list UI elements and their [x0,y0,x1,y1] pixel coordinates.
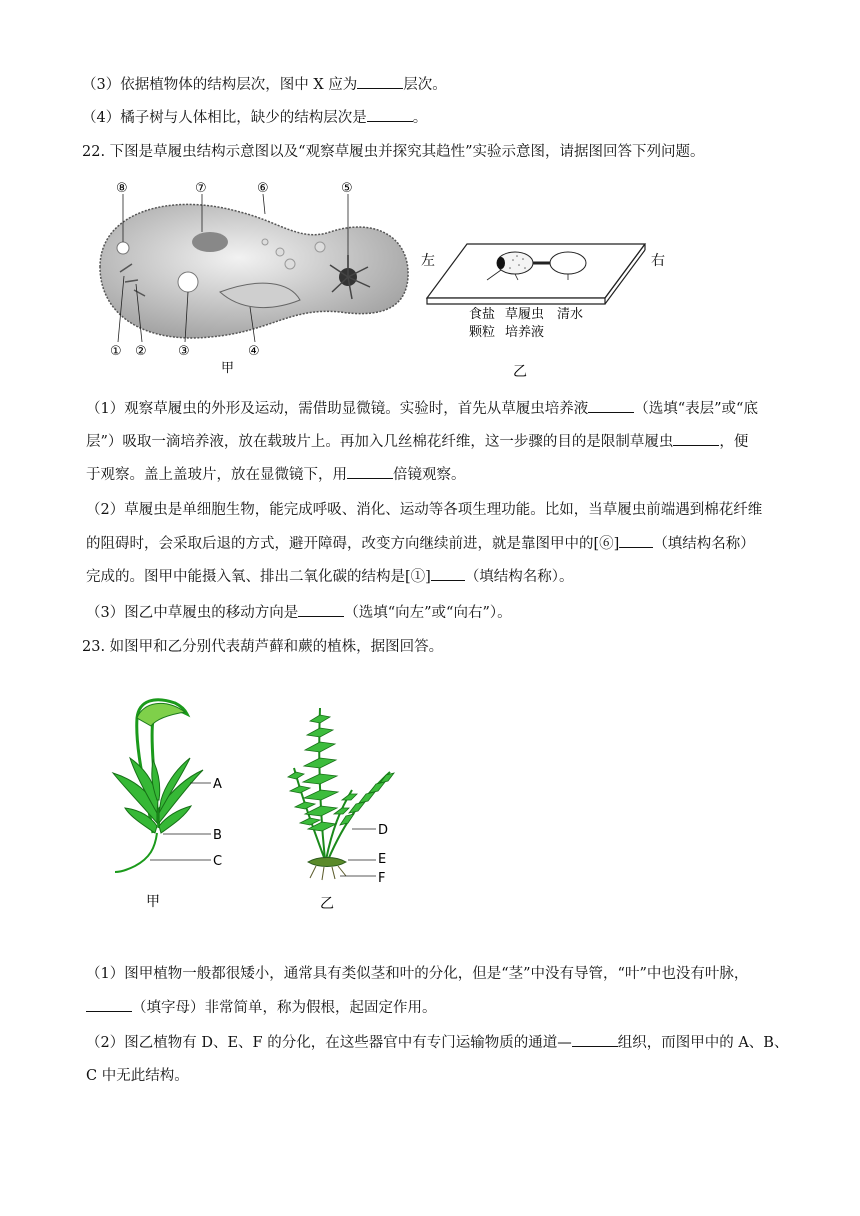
q22-part2-line2: 的阻碍时，会采取后退的方式，避开障碍，改变方向继续前进，就是靠图甲中的[⑥] （填结构名称） [86,533,755,554]
label-6: ⑥ [257,181,269,196]
answer-blank[interactable] [673,431,719,446]
label-left: 左 [421,253,435,269]
label-7: ⑦ [195,181,207,196]
answer-blank[interactable] [572,1032,618,1047]
slide-experiment-figure [415,230,685,380]
fern-plant-figure [280,700,410,915]
q22-part2-line1: （2）草履虫是单细胞生物，能完成呼吸、消化、运动等各项生理功能。比如，当草履虫前端遇到棉花纤维 [86,502,763,518]
q22-part2-line3: 完成的。图甲中能摄入氧、排出二氧化碳的结构是[①] （填结构名称）。 [86,566,574,587]
q23-part2-line2: C 中无此结构。 [86,1068,189,1084]
label-right: 右 [651,253,665,269]
label-F: F [378,871,386,886]
q22-part3: （3）图乙中草履虫的移动方向是 （选填“向左”或“向右”）。 [86,602,512,623]
q21-part4: （4）橘子树与人体相比，缺少的结构层次是 。 [82,107,427,128]
q23-stem: 23. 如图甲和乙分别代表葫芦藓和蕨的植株，据图回答。 [82,639,444,655]
q22-part1-line1: （1）观察草履虫的外形及运动，需借助显微镜。实验时，首先从草履虫培养液 （选填“表层”或“底 [86,398,758,419]
q22-part1-line3: 于观察。盖上盖玻片，放在显微镜下，用 倍镜观察。 [86,464,466,485]
label-salt-1: 食盐 [469,307,496,322]
glass-slide [427,244,645,298]
water-drop [550,252,586,274]
label-B: B [213,828,222,843]
label-salt-2: 颗粒 [469,325,496,340]
label-C: C [213,854,223,869]
label-4: ④ [248,344,260,359]
answer-blank[interactable] [298,602,344,617]
figure-title-yi: 乙 [513,364,527,380]
label-D: D [378,823,389,838]
q23-part2-line1: （2）图乙植物有 D、E、F 的分化，在这些器官中有专门运输物质的通道— 组织，而图甲中的 A、B、 [86,1032,788,1053]
salt-grain [497,257,505,269]
moss-plant-figure [95,688,245,913]
label-1: ① [110,344,122,359]
answer-blank[interactable] [86,997,132,1012]
label-A: A [213,777,222,792]
label-culture-1: 草履虫 [505,307,545,322]
figure-title-yi: 乙 [320,896,334,912]
answer-blank[interactable] [347,464,393,479]
paramecium-structure-figure [90,172,420,382]
answer-blank[interactable] [357,74,403,89]
answer-blank[interactable] [367,107,413,122]
moss-rhizoid [115,833,157,872]
label-E: E [378,852,387,867]
figure-title-jia: 甲 [221,361,235,376]
answer-blank[interactable] [619,533,653,548]
contractile-vacuole-3 [178,272,198,292]
label-8: ⑧ [116,181,128,196]
label-culture-2: 培养液 [505,325,545,340]
q22-part1-line2: 层”）吸取一滴培养液，放在载玻片上。再加入几丝棉花纤维，这一步骤的目的是限制草履虫 ，便 [86,431,748,452]
q22-stem: 22. 下图是草履虫结构示意图以及“观察草履虫并探究其趋性”实验示意图，请据图回答下列问题。 [82,144,705,160]
paramecium-body [100,204,408,338]
q23-part1-line1: （1）图甲植物一般都很矮小，通常具有类似茎和叶的分化，但是“茎”中没有导管，“叶”中也没有叶脉， [86,966,749,982]
q21-part3: （3）依据植物体的结构层次，图中 X 应为 层次。 [82,74,447,95]
answer-blank[interactable] [431,566,465,581]
label-2: ② [135,344,147,359]
fern-rhizome [308,858,346,867]
label-water: 清水 [557,307,584,322]
figure-title-jia: 甲 [146,894,160,910]
food-vacuole [192,232,228,252]
q23-part1-line2: （填字母）非常简单，称为假根，起固定作用。 [86,997,437,1018]
label-3: ③ [178,344,190,359]
answer-blank[interactable] [588,398,634,413]
label-5: ⑤ [341,181,353,196]
